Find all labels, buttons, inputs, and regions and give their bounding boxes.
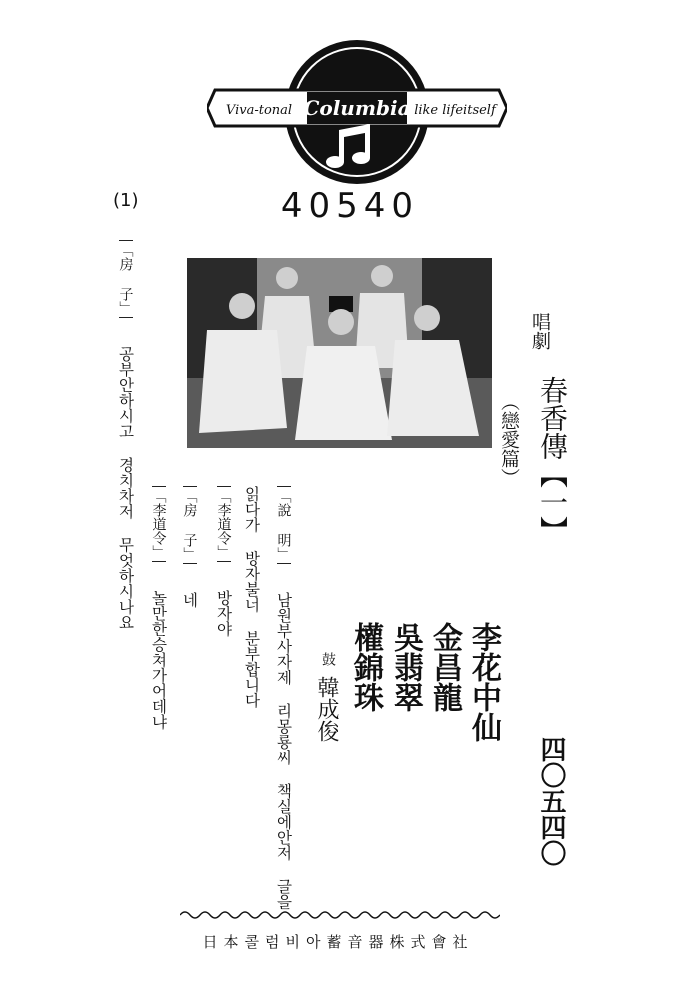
dialogue-text: 방자야 [214,590,233,637]
dialogue-text: 놀만한승쳐가어데냐 [149,590,168,730]
speaker-label: 「李道令」 [152,486,166,562]
dialogue-text: 남원부사자제 리몽룡씨 책실에안저 글을 [274,592,293,910]
speaker-label: 「說 明」 [277,486,291,564]
speaker-label: 「房 子」 [119,240,133,318]
dialogue-line [243,486,259,708]
song-subtitle: （戀愛篇） [498,392,520,487]
speaker-label: 「房 子」 [183,486,197,564]
genre-label: 唱劇 [529,312,551,350]
song-title: 春香傳【一】 [536,376,569,544]
dialogue-text: 읽다가 방자불너 분부합니다 [242,486,261,708]
logo-left-banner: Viva-tonal [225,103,293,118]
side-number: (1) [113,190,139,211]
dialogue-line [215,486,231,637]
logo-brand: Columbia [303,96,411,120]
dialogue-text: 공부안하시고 경치차저 무엇하시나요 [116,346,135,630]
performer-name: 李花中仙 [466,622,501,742]
dialogue-line [117,240,133,630]
logo-right-banner: like lifeitself [414,103,496,118]
performer-name: 金昌龍 [427,622,462,712]
wavy-divider [180,907,500,923]
publisher-name: 日本콜럼비아蓄音器株式會社 [202,933,474,951]
dialogue-line [181,486,197,608]
catalog-number-kanji: 四〇五四〇 [536,736,566,866]
drummer-name: 韓成俊 [314,676,339,742]
catalog-number: 40540 [280,186,420,226]
dialogue-text: 네 [180,592,199,608]
performers-photo [187,258,492,448]
performer-name: 權錦珠 [348,622,383,712]
columbia-logo [207,30,507,190]
drum-role-label: 鼓 [320,652,336,666]
dialogue-line [150,486,166,730]
dialogue-line [275,486,291,910]
speaker-label: 「李道令」 [217,486,231,562]
performer-name: 吳翡翠 [388,622,423,712]
